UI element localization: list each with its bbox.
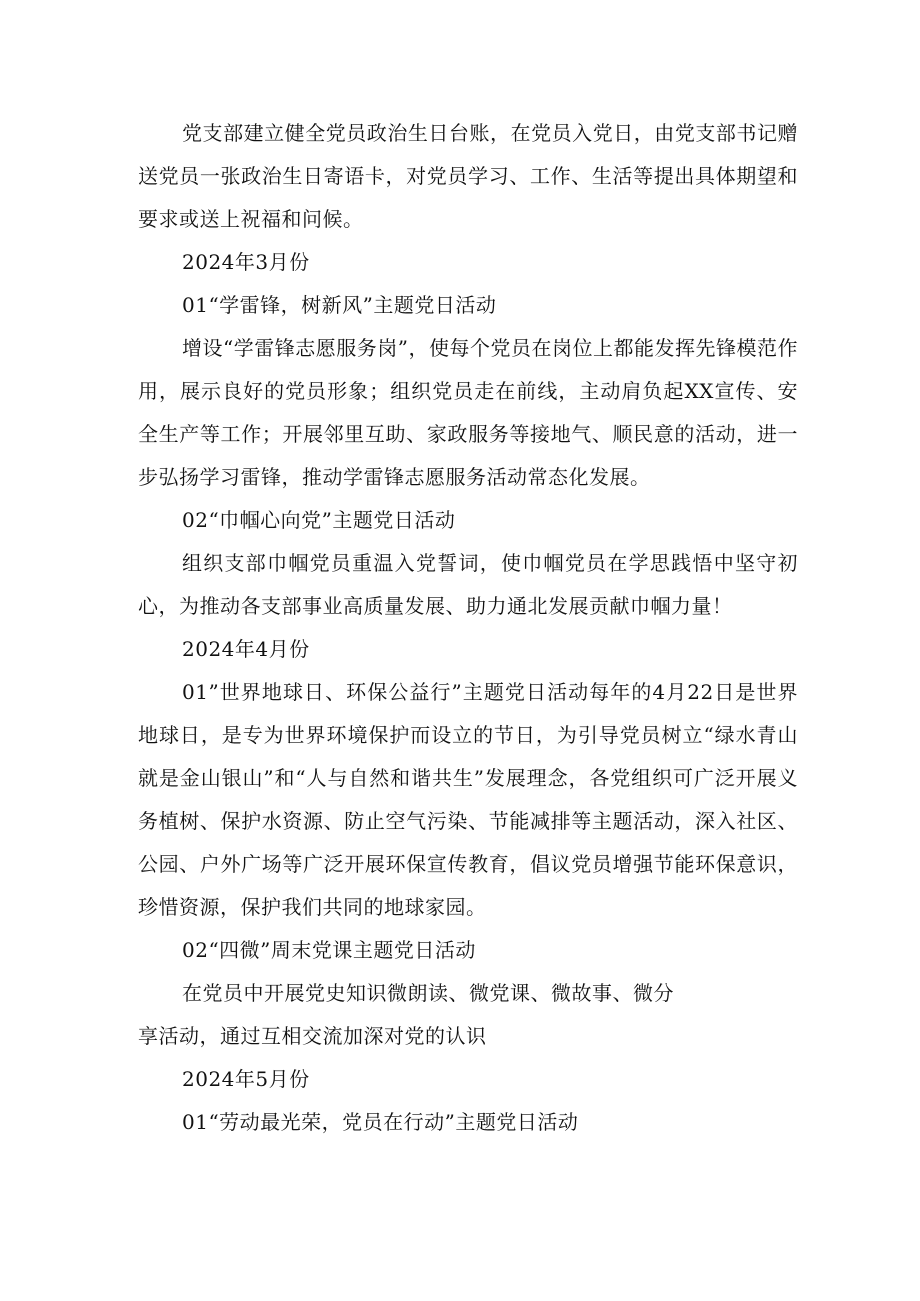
- paragraph-earth-day: 01”世界地球日、环保公益行”主题党日活动每年的4月22日是世界地球日，是专为世界环境保护而设立的节日，为引导党员树立“绿水青山就是金山银山”和“人与自然和谐共生”发展理念，各党组织可广泛开展义务植树、保护水资源、防止空气污染、节能减排等主题活动，深入社区、公园、户外广场等广泛开展环保宣传教育，倡议党员增强节能环保意识，珍惜资源，保护我们共同的地球家园。: [138, 680, 798, 919]
- heading-april-activity-02: 02“四微”周末党课主题党日活动: [182, 938, 476, 962]
- heading-march-activity-01: 01“学雷锋，树新风”主题党日活动: [182, 293, 497, 317]
- heading-march-2024: 2024年3月份: [182, 250, 310, 274]
- paragraph-four-micro-line1: 在党员中开展党史知识微朗读、微党课、微故事、微分: [182, 981, 674, 1005]
- paragraph-women-members: 组织支部巾帼党员重温入党誓词，使巾帼党员在学思践悟中坚守初心，为推动各支部事业高质量发展、助力通北发展贡献巾帼力量！: [138, 551, 798, 618]
- heading-may-2024: 2024年5月份: [182, 1067, 310, 1091]
- paragraph-political-birthday: 党支部建立健全党员政治生日台账，在党员入党日，由党支部书记赠送党员一张政治生日寄语卡，对党员学习、工作、生活等提出具体期望和要求或送上祝福和问候。: [138, 121, 798, 231]
- heading-may-activity-01: 01“劳动最光荣，党员在行动”主题党日活动: [182, 1110, 579, 1134]
- paragraph-four-micro-line2: 享活动，通过互相交流加深对党的认识: [138, 1024, 487, 1048]
- heading-march-activity-02: 02“巾帼心向党”主题党日活动: [182, 508, 456, 532]
- heading-april-2024: 2024年4月份: [182, 637, 310, 661]
- paragraph-lei-feng: 增设“学雷锋志愿服务岗”，使每个党员在岗位上都能发挥先锋模范作用，展示良好的党员形象；组织党员走在前线，主动肩负起XX宣传、安全生产等工作；开展邻里互助、家政服务等接地气、顺民意的活动，进一步弘扬学习雷锋，推动学雷锋志愿服务活动常态化发展。: [138, 336, 798, 489]
